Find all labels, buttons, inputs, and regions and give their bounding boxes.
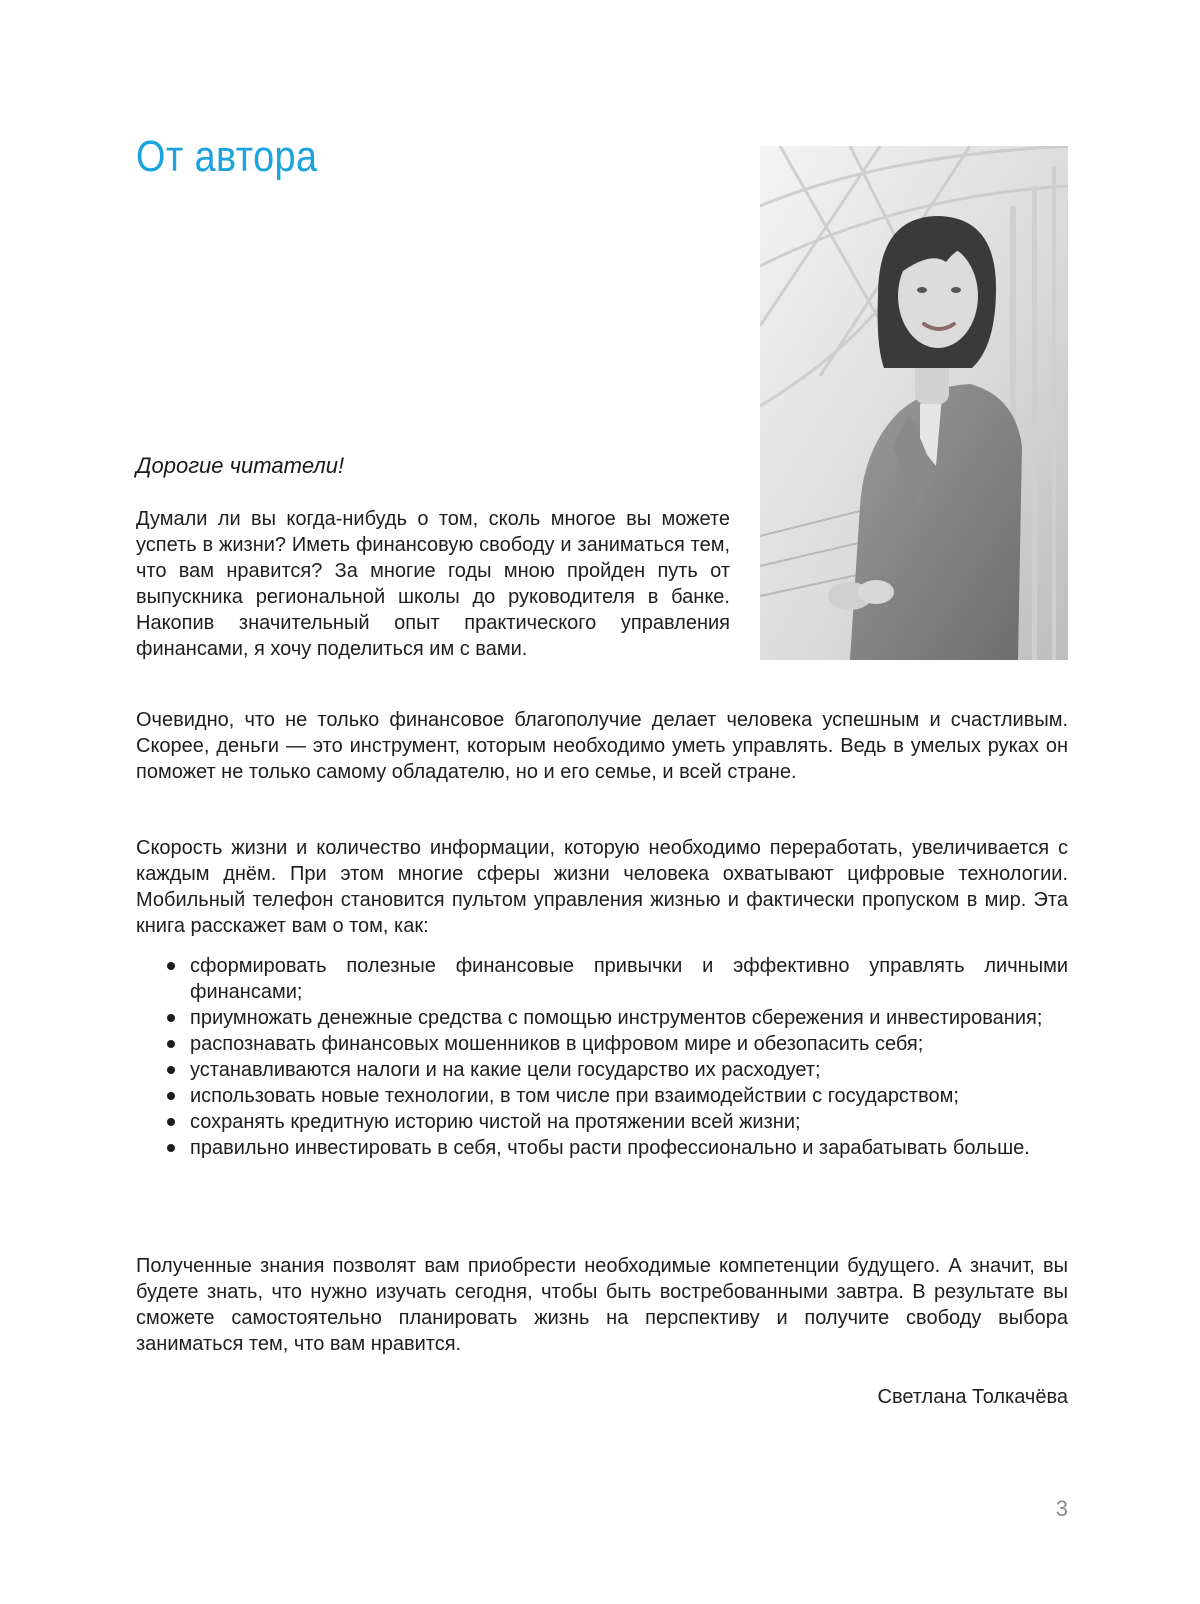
- author-signature: Светлана Толкачёва: [877, 1386, 1068, 1408]
- list-item-text: использовать новые технологии, в том числе при взаимодействии с государством;: [190, 1085, 959, 1107]
- bullet-icon: [167, 1040, 175, 1048]
- intro-paragraph: Думали ли вы когда-нибудь о том, сколь многое вы можете успеть в жизни? Иметь финансовую свободу и заниматься тем, что вам нравится? За многие годы мною пройден путь от выпускника региональной школы до руководителя в банке. Накопив значительный опыт практического управления финансами, я хочу поделиться им с вами.: [136, 508, 730, 660]
- list-item: [136, 1135, 1068, 1161]
- body-paragraph: Очевидно, что не только финансовое благополучие делает человека успешным и счастливым. Скорее, деньги — это инструмент, которым необходимо уметь управлять. Ведь в умелых руках он поможет не только самому обладателю, но и его семье, и всей стране.: [136, 709, 1068, 783]
- list-item-text: устанавливаются налоги и на какие цели государство их расходует;: [190, 1059, 821, 1081]
- list-item: [136, 1057, 1068, 1083]
- list-item-text: приумножать денежные средства с помощью инструментов сбережения и инвестирования;: [190, 1007, 1043, 1029]
- list-item: [136, 953, 1068, 1005]
- bullet-icon: [167, 1144, 175, 1152]
- list-item-text: распознавать финансовых мошенников в цифровом мире и обезопасить себя;: [190, 1033, 924, 1055]
- list-item: [136, 1031, 1068, 1057]
- author-photo: [760, 146, 1068, 660]
- list-item: [136, 1005, 1068, 1031]
- closing-paragraph: Полученные знания позволят вам приобрести необходимые компетенции будущего. А значит, вы будете знать, что нужно изучать сегодня, чтобы быть востребованными завтра. В результате вы сможете самостоятельно планировать жизнь на перспективу и получите свободу выбора заниматься тем, что вам нравится.: [136, 1255, 1068, 1355]
- bullet-icon: [167, 1118, 175, 1126]
- bullet-icon: [167, 1066, 175, 1074]
- bullet-icon: [167, 962, 175, 970]
- list-item-text: правильно инвестировать в себя, чтобы расти профессионально и зарабатывать больше.: [190, 1137, 1030, 1159]
- list-item-text: сформировать полезные финансовые привычки и эффективно управлять личными финансами;: [190, 955, 1068, 1003]
- body-paragraph: Скорость жизни и количество информации, которую необходимо переработать, увеличивается с каждым днём. При этом многие сферы жизни человека охватывают цифровые технологии. Мобильный телефон становится пультом управления жизнью и фактически пропуском в мир. Эта книга расскажет вам о том, как:: [136, 837, 1068, 937]
- list-item: [136, 1083, 1068, 1109]
- list-item: [136, 1109, 1068, 1135]
- goals-list: [136, 953, 1068, 1161]
- list-item-text: сохранять кредитную историю чистой на протяжении всей жизни;: [190, 1111, 801, 1133]
- page-title: От автора: [136, 132, 318, 181]
- bullet-icon: [167, 1014, 175, 1022]
- bullet-icon: [167, 1092, 175, 1100]
- greeting: Дорогие читатели!: [136, 453, 345, 478]
- page-number: 3: [1055, 1496, 1068, 1521]
